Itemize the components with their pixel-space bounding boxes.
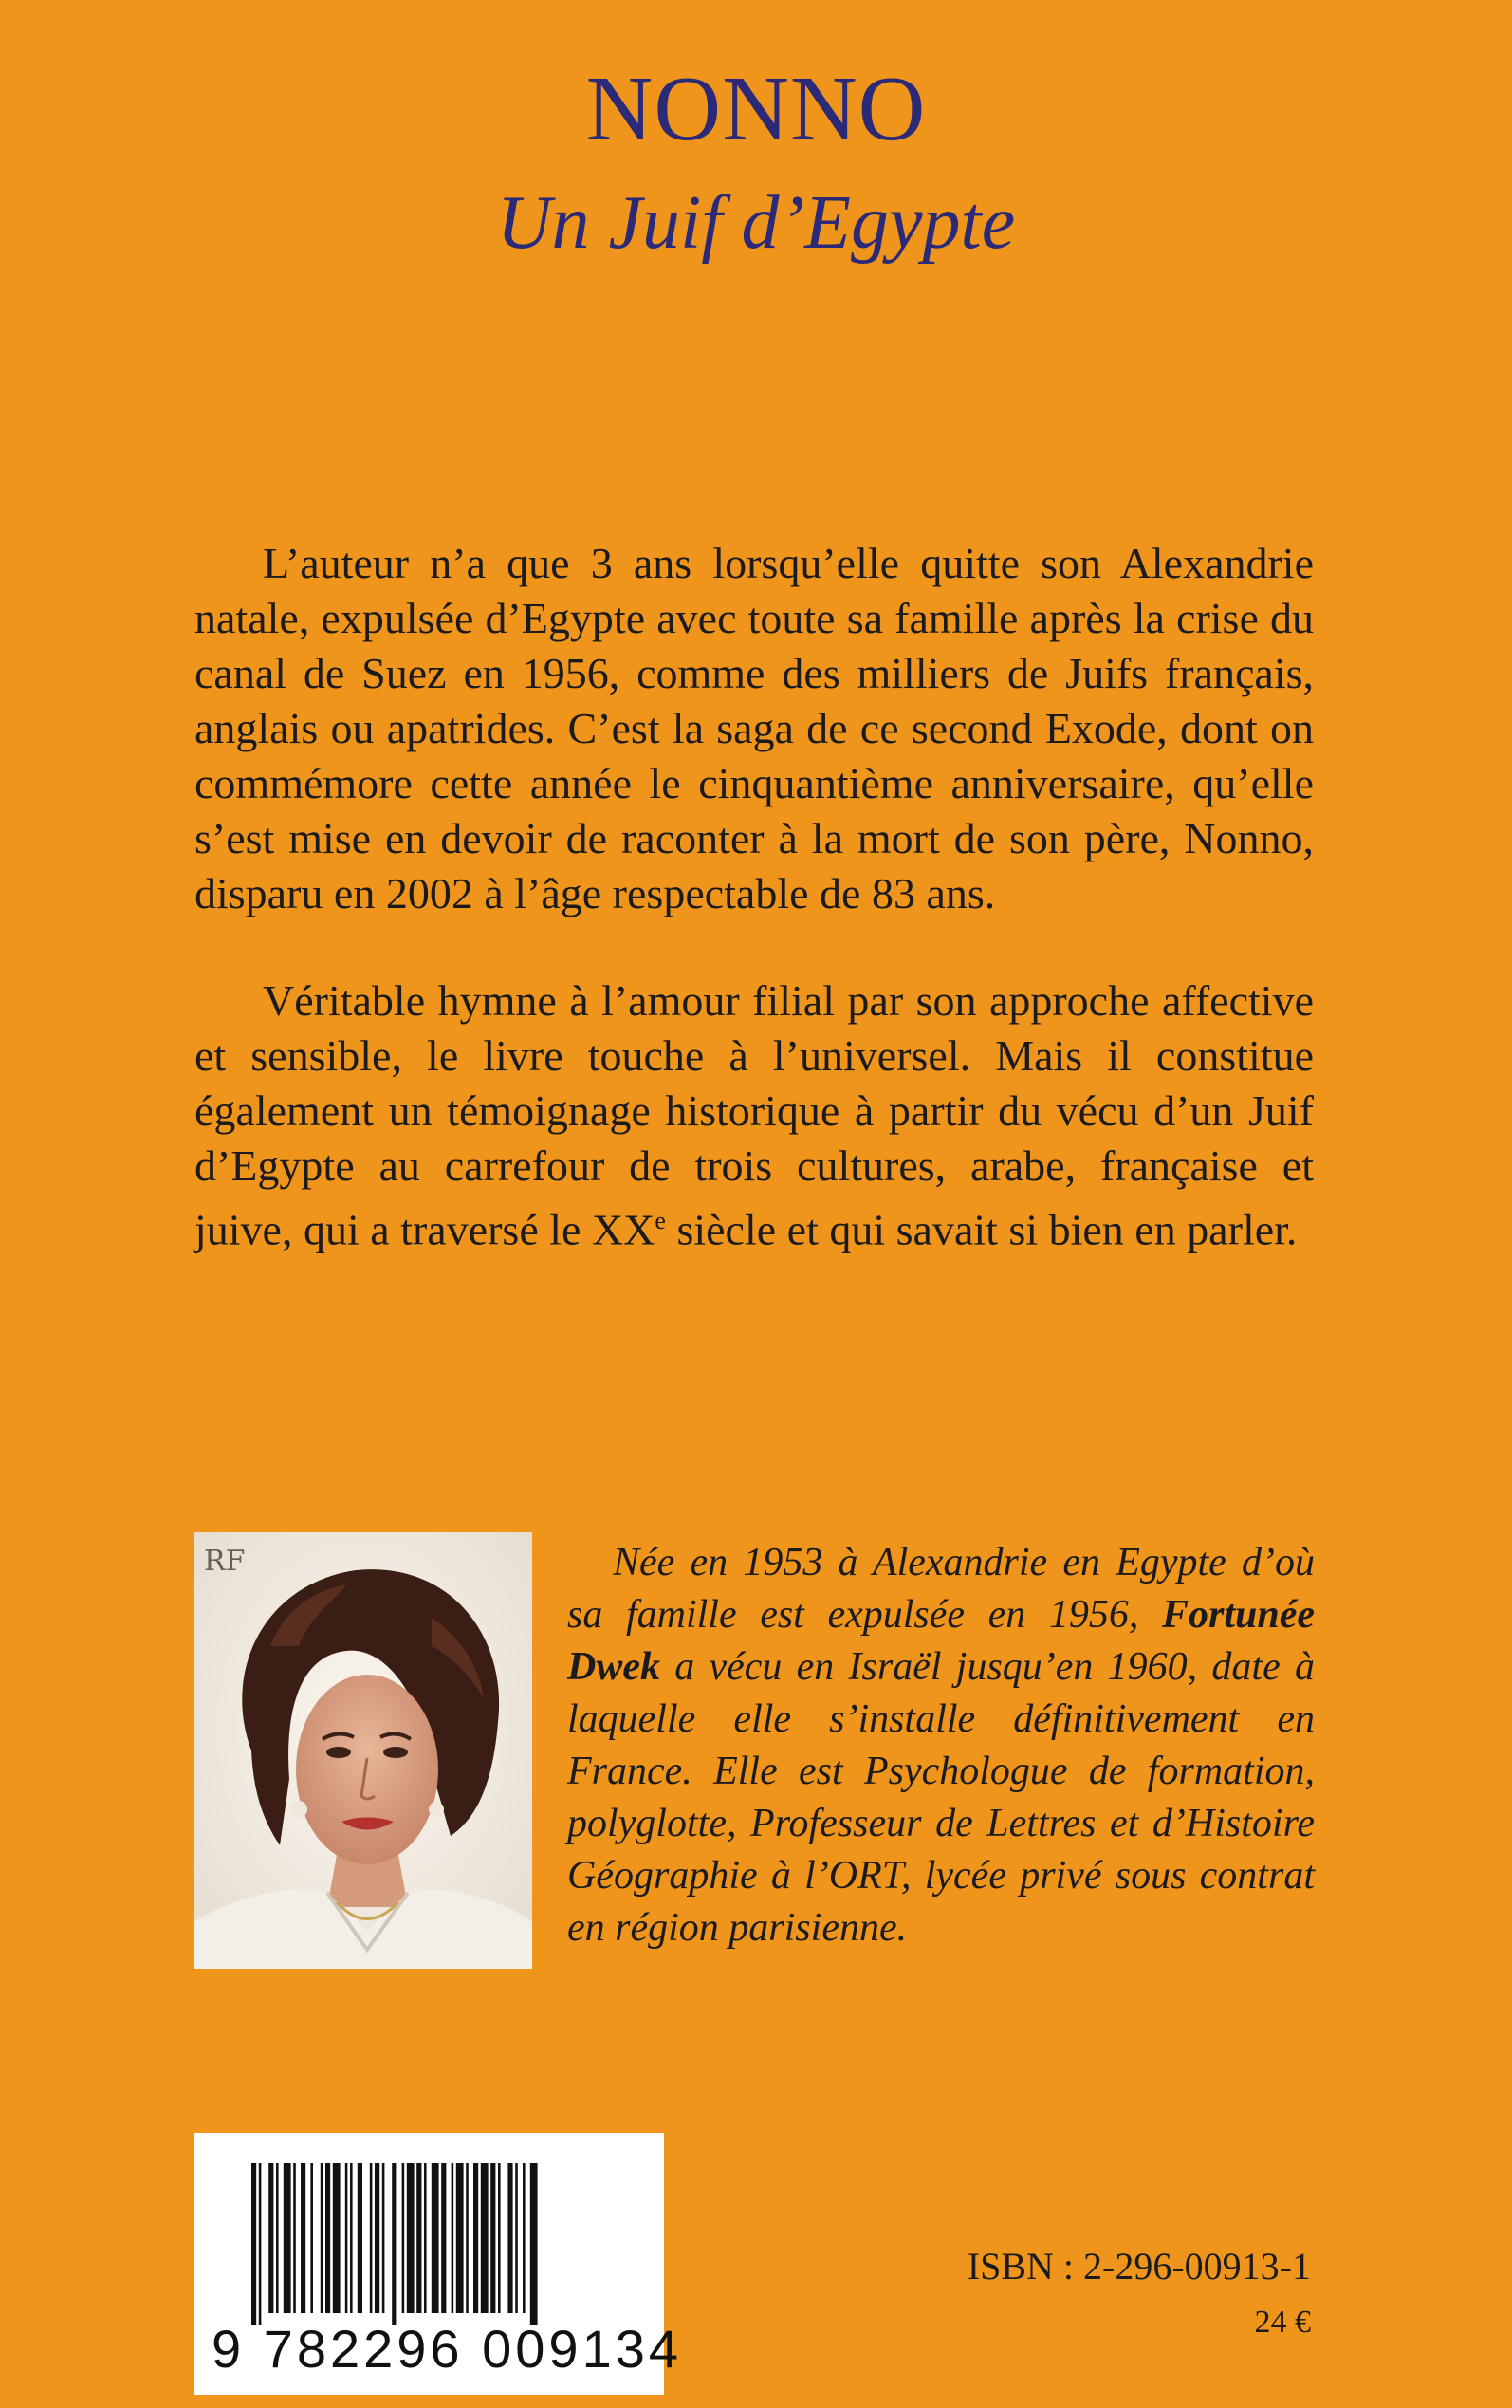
barcode-bar [473, 2163, 478, 2313]
summary-paragraph-1: L’auteur n’a que 3 ans lorsqu’elle quitte son Alexandrie natale, expulsée d’Egypte avec toute sa famille après la crise du canal de Suez en 1956, comme des milliers de Juifs français, anglais ou apatrides. C’est la saga de ce second Exode, dont on commémore cette année le cinquantième anniversaire, qu’elle s’est mise en devoir de raconter à la mort de son père, Nonno, disparu en 2002 à l’âge respectable de 83 ans. [194, 539, 1314, 917]
barcode-bar [402, 2163, 405, 2313]
isbn: ISBN : 2-296-00913-1 [967, 2245, 1311, 2288]
summary-paragraph-2-end: siècle et qui savait si bien en parler. [665, 1205, 1298, 1254]
barcode-bar [293, 2163, 296, 2313]
barcode [194, 2133, 682, 2395]
barcode-bar [424, 2163, 427, 2313]
barcode-bar [452, 2163, 454, 2313]
barcode-bar [432, 2163, 439, 2313]
barcode-bar [350, 2163, 353, 2313]
century-superscript: e [655, 1207, 666, 1234]
summary-paragraph-2-start: Véritable hymne à l’amour filial par son approche affective et sensible, le livre touche à l’universel. Mais il constitue également un témoignage historique à partir du vécu d’un Juif d’Egypte au carrefour de trois cultures, arabe, française et juive, qui a traversé le XX [194, 976, 1314, 1254]
author-name: Fortunée Dwek [567, 1593, 1315, 1689]
author-bio-end: a vécu en Israël jusqu’en 1960, date à laquelle elle s’installe définitivement en France. Elle est Psychologue de formation, polyglotte, Professeur de Lettres et d’Histoire Géographie à l’ORT, lycée privé sous contrat en région parisienne. [567, 1645, 1315, 1950]
barcode-bar [259, 2163, 262, 2325]
barcode-bar [382, 2163, 385, 2313]
barcode-bar [370, 2163, 373, 2313]
book-title: NONNO [585, 58, 927, 160]
author-portrait-image [194, 1532, 532, 1969]
author-bio [567, 1537, 1315, 1954]
barcode-bar [268, 2163, 273, 2313]
price: 24 € [1254, 2305, 1311, 2340]
barcode-digits: 9 782296 009134 [212, 2319, 682, 2379]
barcode-bar [310, 2163, 313, 2313]
barcode-bar [321, 2163, 323, 2313]
barcode-bar [481, 2163, 489, 2313]
summary-text [194, 536, 1314, 1309]
barcode-bar [441, 2163, 446, 2313]
barcode-bars [251, 2163, 607, 2325]
barcode-bar [407, 2163, 415, 2313]
barcode-bar [345, 2163, 348, 2313]
barcode-bar [507, 2163, 512, 2313]
author-bio-paragraph [567, 1537, 1315, 1954]
barcode-bar [358, 2163, 362, 2313]
barcode-bar [325, 2163, 330, 2313]
barcode-bar [251, 2163, 256, 2325]
author-photo [194, 1532, 532, 1969]
barcode-bar [301, 2163, 305, 2313]
barcode-bar [392, 2163, 396, 2325]
book-subtitle: Un Juif d’Egypte [496, 181, 1016, 265]
barcode-bar [284, 2163, 291, 2313]
barcode-bar [498, 2163, 501, 2313]
barcode-bar [276, 2163, 279, 2313]
barcode-bar [466, 2163, 469, 2313]
barcode-bar [523, 2163, 526, 2313]
barcode-bar [416, 2163, 421, 2313]
summary-paragraph-2 [194, 973, 1314, 1257]
photo-monogram: RF [204, 1545, 246, 1578]
barcode-bar [515, 2163, 518, 2313]
barcode-bar [333, 2163, 341, 2313]
author-bio-start: Née en 1953 à Alexandrie en Egypte d’où sa famille est expulsée en 1956, [567, 1541, 1315, 1637]
barcode-bar [375, 2163, 379, 2313]
barcode-bar [530, 2163, 538, 2325]
barcode-bar [456, 2163, 464, 2313]
barcode-bar [490, 2163, 495, 2313]
